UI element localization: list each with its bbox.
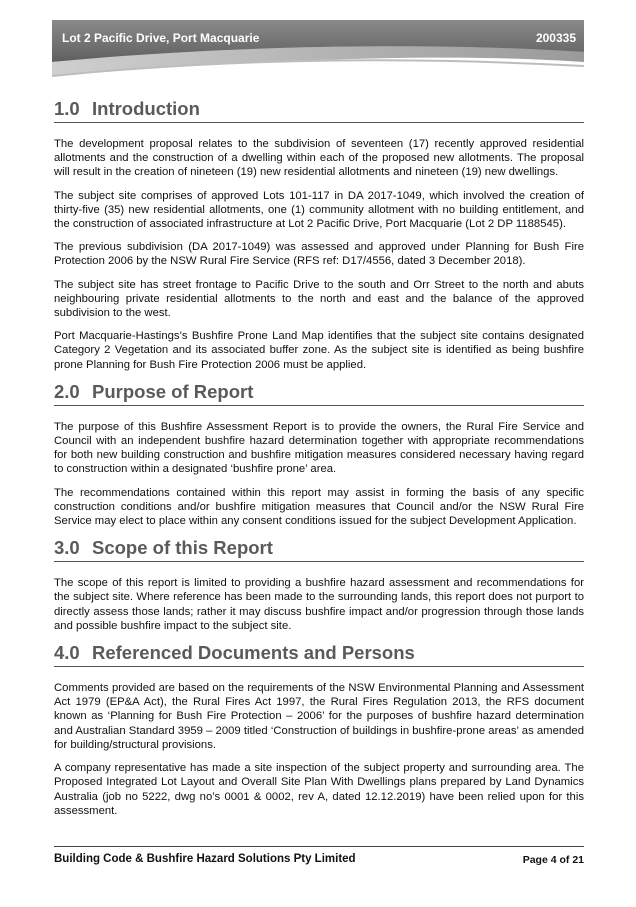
- section-number: 4.0: [54, 642, 80, 664]
- paragraph: The previous subdivision (DA 2017-1049) was assessed and approved under Planning for Bush Fire Protection 2006 by the NSW Rural Fire Service (RFS ref: D17/4556, dated 3 December 2018).: [54, 241, 584, 268]
- section-heading: [54, 381, 584, 406]
- document-body: [54, 98, 584, 827]
- header-title: Lot 2 Pacific Drive, Port Macquarie: [62, 31, 260, 45]
- section-heading: [54, 537, 584, 562]
- paragraph: The recommendations contained within this report may assist in forming the basis of any specific construction conditions and/or bushfire mitigation measures that Council and/or the NSW Rural Fire Service may elect to place within any consent conditions issued for the subject Development Application.: [54, 486, 584, 528]
- section-title: Purpose of Report: [92, 380, 254, 402]
- section-referenced-documents: [54, 642, 584, 818]
- paragraph: A company representative has made a site inspection of the subject property and surrounding area. The Proposed Integrated Lot Layout and Overall Site Plan With Dwellings plans prepared by Land Dynamics Australia (job no 5222, dwg no’s 0001 & 0002, rev A, dated 12.12.2019) have been relied upon for this assessment.: [54, 762, 584, 817]
- section-number: 2.0: [54, 380, 80, 402]
- paragraph: The scope of this report is limited to providing a bushfire hazard assessment and recommendations for the subject site. Where reference has been made to the surrounding lands, this report does not purport to directly assess those lands; rather it may discuss bushfire impact and/or progression through those lands and possible bushfire impact to the subject site.: [54, 577, 584, 632]
- footer-company: Building Code & Bushfire Hazard Solutions Pty Limited: [54, 853, 356, 865]
- section-number: 1.0: [54, 98, 80, 119]
- paragraph: Comments provided are based on the requirements of the NSW Environmental Planning and Assessment Act 1979 (EP&A Act), the Rural Fires Act 1997, the Rural Fires Regulation 2013, the RFS document known as ‘Planning for Bush Fire Protection – 2006’ for the purposes of bushfire hazard determination and Australian Standard 3959 – 2009 titled ‘Construction of buildings in bushfire-prone areas’ as amended for building/structural provisions.: [54, 682, 584, 751]
- paragraph: Port Macquarie-Hastings’s Bushfire Prone Land Map identifies that the subject site contains designated Category 2 Vegetation and its associated buffer zone. As the subject site is identified as being bushfire prone Planning for Bush Fire Protection 2006 must be applied.: [54, 330, 584, 371]
- page-footer: [54, 846, 584, 865]
- section-purpose: [54, 381, 584, 528]
- paragraph: The purpose of this Bushfire Assessment Report is to provide the owners, the Rural Fire Service and Council with an independent bushfire hazard determination together with appropriate recommendations for both new building construction and bushfire mitigation measures considered necessary having regard to construction within a designated ‘bushfire prone’ area.: [54, 420, 584, 476]
- section-introduction: [54, 98, 584, 372]
- section-heading: [54, 98, 584, 123]
- paragraph: The development proposal relates to the subdivision of seventeen (17) recently approved residential allotments and the construction of a dwelling within each of the proposed new allotments. The proposal will result in the creation of nineteen (19) new residential allotments and nineteen (19) new dwellings.: [54, 138, 584, 179]
- page-number: Page 4 of 21: [522, 854, 584, 866]
- section-title: Introduction: [92, 98, 200, 119]
- header-banner: [0, 0, 636, 90]
- section-title: Scope of this Report: [92, 537, 273, 559]
- section-number: 3.0: [54, 537, 80, 559]
- section-title: Referenced Documents and Persons: [92, 642, 415, 664]
- header-reference: 200335: [535, 31, 576, 45]
- section-heading: [54, 642, 584, 667]
- paragraph: The subject site has street frontage to Pacific Drive to the south and Orr Street to the north and abuts neighbouring private residential allotments to the north and east and the balance of the approved subdivision to the west.: [54, 278, 584, 320]
- section-scope: [54, 537, 584, 633]
- page-header: [0, 0, 636, 90]
- paragraph: The subject site comprises of approved Lots 101-117 in DA 2017-1049, which involved the creation of thirty-five (35) new residential allotments, one (1) community allotment with no building entitlement, and the construction of associated infrastructure at Lot 2 Pacific Drive, Port Macquarie (Lot 2 DP 1188545).: [54, 189, 584, 231]
